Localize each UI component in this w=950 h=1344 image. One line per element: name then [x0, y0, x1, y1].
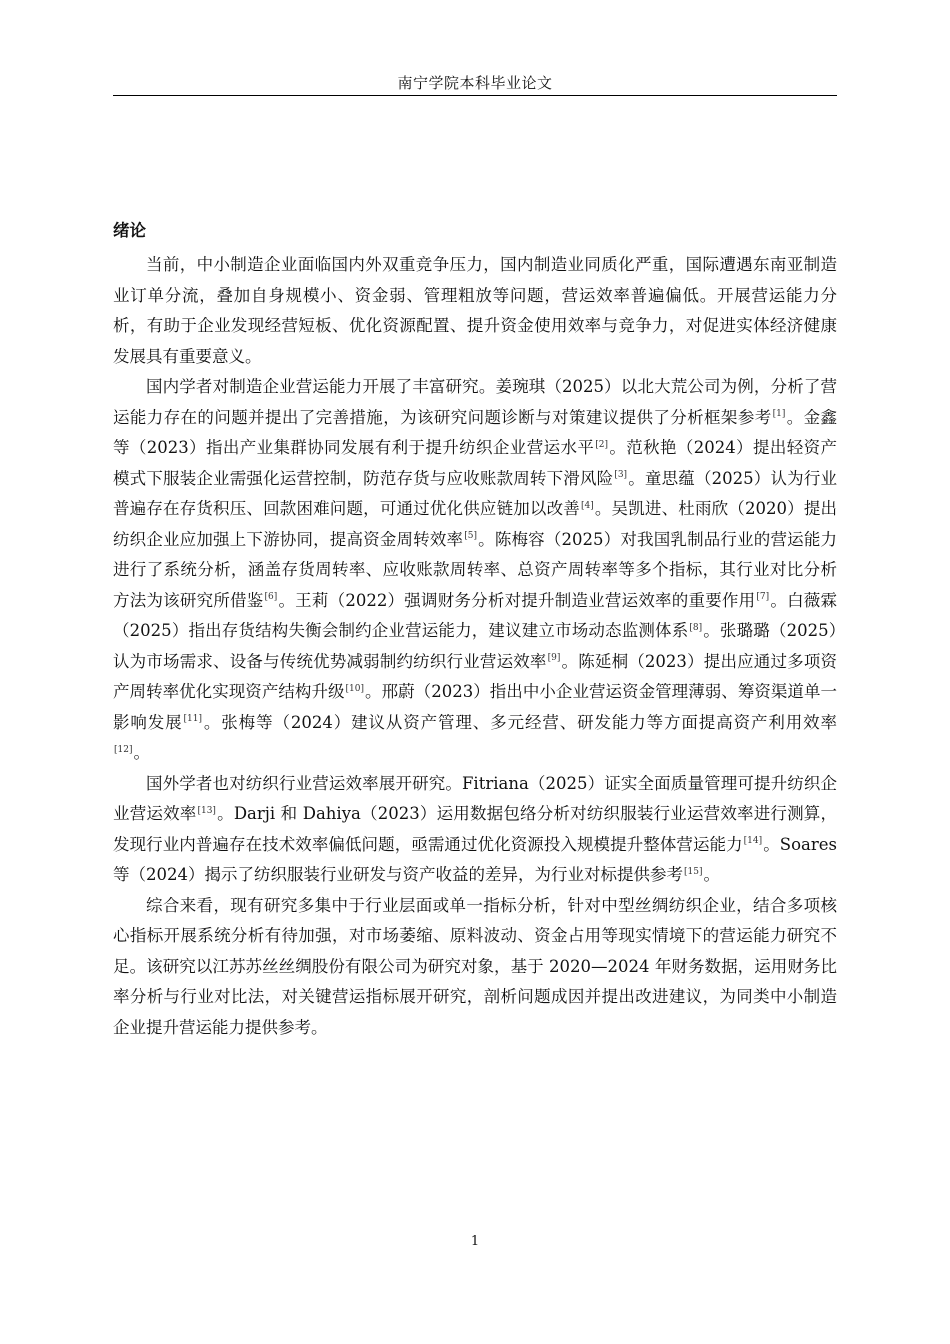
citation-marker: [6]: [264, 592, 278, 602]
citation-marker: [13]: [197, 805, 216, 816]
citation-marker: [1]: [772, 409, 786, 419]
text-run: 。: [703, 865, 720, 884]
section-title: 绪论: [113, 221, 146, 240]
text-run: 。陈延桐（2023）提出应通过多项资产周转率优化实现资产结构升级: [113, 651, 838, 701]
text-run: 。吴凯进、杜雨欣（2020）提出纺织企业应加强上下游协同，提高资金周转效率: [113, 499, 837, 549]
text-run: 。金鑫等（2023）指出产业集群协同发展有利于提升纺织企业营运水平: [113, 407, 838, 457]
paragraph: [113, 372, 837, 769]
paragraph: [113, 769, 837, 891]
citation-marker: [14]: [743, 836, 763, 846]
text-run: 。张梅等（2024）建议从资产管理、多元经营、研发能力等方面提高资产利用效率: [203, 712, 837, 732]
paragraph: [113, 891, 837, 1044]
citation-marker: [10]: [345, 683, 365, 694]
citation-marker: [8]: [689, 622, 703, 633]
paragraph: [113, 250, 837, 372]
text-run: 。王莉（2022）强调财务分析对提升制造业营运效率的重要作用: [278, 590, 756, 610]
citation-marker: [2]: [595, 439, 608, 450]
text-run: 。: [133, 743, 150, 762]
citation-marker: [12]: [114, 744, 133, 755]
citation-marker: [4]: [580, 500, 594, 511]
text-run: 综合来看，现有研究多集中于行业层面或单一指标分析，针对中型丝绸纺织企业，结合多项核心指标开展系统分析有待加强，对市场萎缩、原料波动、资金占用等现实情境下的营运能力研究不足。该研究以江苏苏丝丝绸股份有限公司为研究对象，基于 2020—2024 年财务数据，运用财务比率分析与行业对比法，对关键营运指标展开研究，剖析问题成因并提出改进建议，为同类中小制造企业提升营运能力提供参考。: [113, 895, 837, 1037]
citation-marker: [3]: [614, 470, 628, 480]
text-run: 。Darji 和 Dahiya（2023）运用数据包络分析对纺织服装行业运营效率进行测算，发现行业内普遍存在技术效率偏低问题，亟需通过优化资源投入规模提升整体营运能力: [113, 804, 837, 854]
text-run: 当前，中小制造企业面临国内外双重竞争压力，国内制造业同质化严重，国际遭遇东南亚制造业订单分流，叠加自身规模小、资金弱、管理粗放等问题，营运效率普遍偏低。开展营运能力分析，有助于企业发现经营短板、优化资源配置、提升资金使用效率与竞争力，对促进实体经济健康发展具有重要意义。: [113, 255, 837, 366]
page-number: 1: [470, 1234, 480, 1249]
text-run: 。Soares 等（2024）揭示了纺织服装行业研发与资产收益的差异，为行业对标提供参考: [113, 834, 837, 884]
text-run: 。范秋艳（2024）提出轻资产模式下服装企业需强化运营控制，防范存货与应收账款周转下滑风险: [113, 438, 837, 488]
header-rule: [113, 95, 837, 96]
text-run: 。邢蔚（2023）指出中小企业营运资金管理薄弱、筹资渠道单一影响发展: [113, 682, 838, 732]
text-run: 国内学者对制造企业营运能力开展了丰富研究。姜琬琪（2025）以北大荒公司为例，分析了营运能力存在的问题并提出了完善措施，为该研究问题诊断与对策建议提供了分析框架参考: [113, 377, 837, 427]
text-run: 。张璐璐（2025）认为市场需求、设备与传统优势减弱制约纺织行业营运效率: [113, 621, 837, 671]
text-run: 。童思蕴（2025）认为行业普遍存在存货积压、回款困难问题，可通过优化供应链加以改善: [113, 468, 837, 518]
citation-marker: [5]: [464, 531, 477, 541]
text-run: 。陈梅容（2025）对我国乳制品行业的营运能力进行了系统分析，涵盖存货周转率、应收账款周转率、总资产周转率等多个指标，其行业对比分析方法为该研究所借鉴: [113, 529, 837, 610]
text-run: 。白薇霖（2025）指出存货结构失衡会制约企业营运能力，建议建立市场动态监测体系: [113, 590, 838, 640]
citation-marker: [9]: [547, 653, 561, 663]
citation-marker: [7]: [756, 592, 770, 602]
running-header: 南宁学院本科毕业论文: [397, 74, 553, 92]
citation-marker: [11]: [183, 714, 203, 724]
body-text: [113, 250, 837, 1043]
text-run: 国外学者也对纺织行业营运效率展开研究。Fitriana（2025）证实全面质量管理可提升纺织企业营运效率: [113, 773, 837, 823]
citation-marker: [15]: [684, 866, 703, 877]
